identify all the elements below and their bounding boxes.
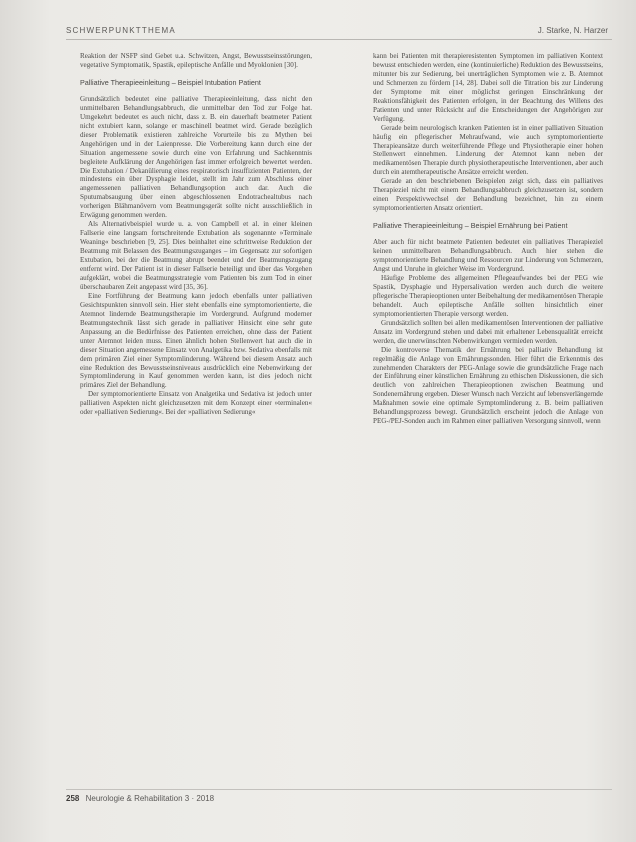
body-paragraph: Eine Fortführung der Beatmung kann jedoch ebenfalls unter palliativen Gesichtspunkten sinnvoll sein. Hier steht ebenfalls eine symptomorientierte, die Atemnot lindernde Beatmungstherapie im Vordergrund. Aufgrund moderner Beatmungstechnik lässt sich gerade in palliativer Hinsicht eine sehr gute Anpassung an die Bedürfnisse des Patienten erreichen, ohne dass der Patient unter Atemnot leiden muss. Einen ähnlich hohen Stellenwert hat auch die in dieser Situation angemessene Einsatz von Analgetika bzw. Sedativa ebenfalls mit dem primären Ziel einer Symptomlinderung. Während bei diesem Ansatz auch eine Reduktion des Bewusstseinsniveaus ausdrücklich eine Nebenwirkung der Symptomlinderung in Kauf genommen werden kann, ist dies jedoch nicht primäres Ziel der Behandlung. bbox=[80, 291, 312, 390]
body-paragraph: Grundsätzlich bedeutet eine palliative Therapieeinleitung, dass nicht den unmittelbaren Behandlungsabbruch, die unmittelbar den Tod zur Folge hat. Umgekehrt bedeutet es auch nicht, dass z. B. ein dauerhaft beatmeter Patient nicht extubiert kann, solange er maschinell beatmet wird. Gerade bezüglich dieser Problematik existieren zahlreiche Vorurteile bis zu Mythen bei Angehörigen und in der Laienpresse. Die Vorbereitung kann durch eine der Situation angemessene sowie durch eine von Erfahrung und Sachkenntnis begleitete Aufklärung der Angehörigen fast immer erfolgreich bewertet werden. Die Extubation / Dekanülierung eines respiratorisch insuffizienten Patienten, der mindestens ein über Dysphagie leidet, stellt im Jahr zum Abschluss einer angemessenen palliativen Behandlungsoption auch dar. Auch die Sputumabsaugung über einen abgeschlossenen Endotrachealtubus nach vorherigen Blähmanövern vom Beatmungsgerät sollte nicht ausschließlich in Erwägung genommen werden. bbox=[80, 94, 312, 220]
body-paragraph: Als Alternativbeispiel wurde u. a. von Campbell et al. in einer kleinen Fallserie eine langsam fortschreitende Extubation als sogenannte »Terminale Weaning« beschrieben [9, 25]. Dies beinhaltet eine schrittweise Reduktion der Beatmung mit Belassen des Beatmungszuganges – im Gegensatz zur sofortigen Extubation, bei der die Beatmung abrupt beendet und der Beatmungszugang entfernt wird. Der Patient ist in dieser Fallserie beteiligt und über das Vorgehen aufgeklärt, wobei die Beatmungsstrategie vom Patienten bis zum Tod in einer überschaubaren Zeit angepasst wird [35, 36]. bbox=[80, 220, 312, 291]
body-paragraph: kann bei Patienten mit therapieresistenten Symptomen im palliativen Kontext bewusst entschieden werden, eine (kontinuierliche) Reduktion des Bewusstseins, mitunter bis zur Sedierung, bei unerträglichen Symptomen wie z. B. Atemnot und Schmerzen zu fördern [14, 28]. Dabei soll die Titration bis zur Linderung der Symptome mit einer möglichst geringen Einschränkung der Reaktionsfähigkeit des Patienten erfolgen, in der Beachtung des Willens des Patienten und unter Rücksicht auf die Entscheidungen der Angehörigen zur Verfügung. bbox=[373, 52, 603, 123]
footer-rule bbox=[66, 789, 612, 790]
body-paragraph: Der symptomorientierte Einsatz von Analgetika und Sedativa ist jedoch unter palliativen Aspekten nicht gleichzusetzen mit dem Konzept einer »terminalen« oder »palliativen Sedierung«. Bei der »palliativen Sedierung« bbox=[80, 390, 312, 417]
body-paragraph: Häufige Probleme des allgemeinen Pflegeaufwandes bei der PEG wie Spastik, Dysphagie und Hypersalivation werden auch durch die weitere pflegerische Therapieoptionen unter Beibehaltung der medikamentösen Therapie behandelt. Auch epileptische Anfälle sollten hinsichtlich einer symptomorientierten Therapie versorgt werden. bbox=[373, 273, 603, 318]
author-names: J. Starke, N. Harzer bbox=[537, 26, 608, 35]
body-paragraph: Die kontroverse Thematik der Ernährung bei palliativ Behandlung ist regelmäßig die Anlage von Ernährungssonden. Hier führt die Erkenntnis des zunehmenden Charakters der PEG-Anlage sowie die grundsätzliche Frage nach der Einführung einer künstlichen Ernährung zu ethischen Diskussionen, die sich deutlich von zahlreichen Therapieoptionen zwischen Beatmung und Sondenernährung ergeben. Dieser Wunsch nach Verzicht auf lebensverlängernde Maßnahmen sowie eine optimale Symptomlinderung z. B. beim palliativen Behandlungsprozess bewegt. Grundsätzlich erscheint jedoch die Anlage von PEG-/PEJ-Sonden auch im Rahmen einer palliativen Versorgung sinnvoll, wenn bbox=[373, 345, 603, 426]
body-paragraph: Gerade beim neurologisch kranken Patienten ist in einer palliativen Situation häufig ein pflegerischer Mehraufwand, wie auch symptomorientierte Therapieansätze durch weiterführende Pflege und Physiotherapie einer hohen Stellenwert einnehmen. Linderung der Atemnot kann neben der medikamentösen Therapie durch physiotherapeutische Interventionen, aber auch durch ein atemtherapeutische Ansätze erreicht werden. bbox=[373, 123, 603, 177]
section-label: SCHWERPUNKTTHEMA bbox=[66, 26, 176, 35]
section-heading: Palliative Therapieeinleitung – Beispiel Ernährung bei Patient bbox=[373, 221, 568, 231]
body-paragraph: Grundsätzlich sollten bei allen medikamentösen Interventionen der palliative Ansatz im Vordergrund stehen und dabei mit erhaltener Lebensqualität erreicht werden, die unerwünschten Nebenwirkungen vermieden werden. bbox=[373, 318, 603, 345]
header-rule bbox=[66, 39, 612, 40]
left-text-column bbox=[80, 52, 312, 417]
body-paragraph: Reaktion der NSFP sind Gebet u.a. Schwitzen, Angst, Bewusstseinsstörungen, vegetative Symptomatik, Spastik, epileptische Anfälle und Myoklonien [30]. bbox=[80, 52, 312, 69]
body-paragraph: Aber auch für nicht beatmete Patienten bedeutet ein palliatives Therapieziel keinen unmittelbaren Behandlungsabbruch. Auch hier stehen die symptomorientierte Behandlung und Ressourcen zur Linderung von Schmerzen, Angst und Unruhe in gleicher Weise im Vordergrund. bbox=[373, 238, 603, 274]
body-paragraph: Gerade an den beschriebenen Beispielen zeigt sich, dass ein palliatives Therapieziel nicht mit einem Behandlungsabbruch gleichzusetzen ist, sondern einen Perspektivwechsel der Behandlung bezeichnet, hin zu einem symptomorientierten Ansatz orientiert. bbox=[373, 177, 603, 213]
page-number: 258 bbox=[66, 794, 80, 803]
section-heading: Palliative Therapieeinleitung – Beispiel Intubation Patient bbox=[80, 77, 261, 87]
running-header bbox=[66, 24, 612, 42]
journal-citation: Neurologie & Rehabilitation 3 · 2018 bbox=[85, 794, 215, 803]
page-footer bbox=[66, 794, 214, 808]
right-text-column bbox=[373, 52, 603, 426]
